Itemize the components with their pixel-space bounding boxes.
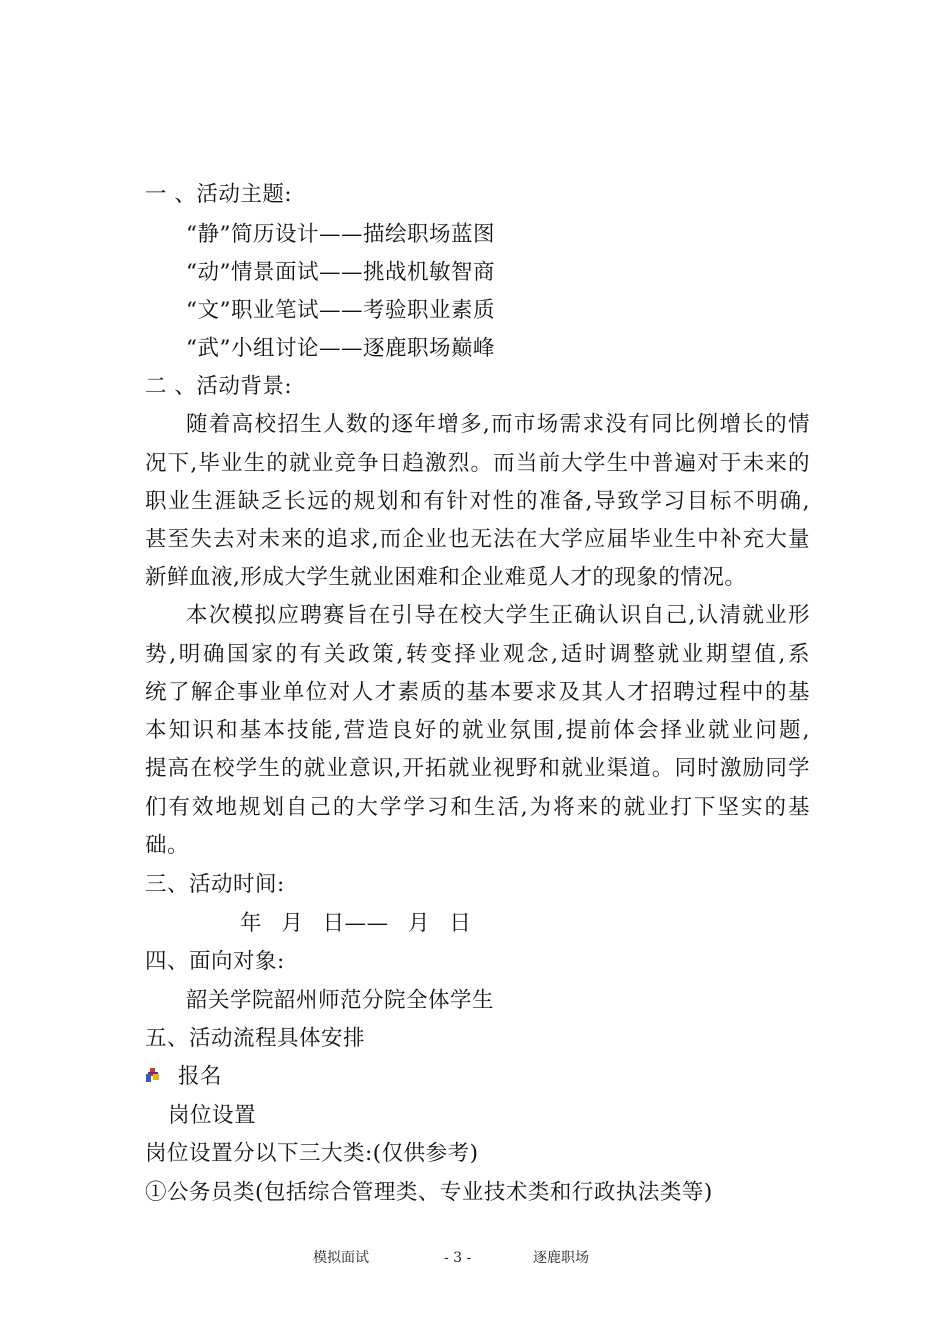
theme-item-wu: “武”小组讨论——逐鹿职场巅峰 — [186, 336, 495, 361]
theme-item-jing: “静”简历设计——描绘职场蓝图 — [186, 222, 495, 247]
background-para2-line6: 们有效地规划自己的大学学习和生活,为将来的就业打下坚实的基 — [145, 795, 810, 820]
background-para2-line1: 本次模拟应聘赛旨在引导在校大学生正确认识自己,认清就业形 — [186, 603, 810, 628]
position-category-civil-servant: ①公务员类(包括综合管理类、专业技术类和行政执法类等) — [145, 1180, 713, 1205]
background-para2-line4: 本知识和基本技能,营造良好的就业氛围,提前体会择业就业问题, — [145, 718, 810, 743]
bullet-icon — [146, 1068, 160, 1082]
footer-right-text: 逐鹿职场 — [533, 1250, 589, 1266]
theme-item-dong: “动”情景面试——挑战机敏智商 — [186, 260, 495, 285]
process-item-positions: 岗位设置 — [168, 1103, 257, 1128]
background-para2-line7: 础。 — [145, 833, 190, 858]
background-para1-line3: 职业生涯缺乏长远的规划和有针对性的准备,导致学习目标不明确, — [145, 489, 810, 514]
theme-item-wen: “文”职业笔试——考验职业素质 — [186, 298, 495, 323]
background-para2-line2: 势,明确国家的有关政策,转变择业观念,适时调整就业期望值,系 — [145, 642, 810, 667]
background-para1-line2: 况下,毕业生的就业竞争日趋激烈。而当前大学生中普遍对于未来的 — [145, 451, 810, 476]
footer-left-text: 模拟面试 — [313, 1250, 369, 1266]
process-item-registration: 报名 — [178, 1064, 223, 1089]
background-para2-line3: 统了解企事业单位对人才素质的基本要求及其人才招聘过程中的基 — [145, 680, 810, 705]
activity-date-placeholder: 年 月 日—— 月 日 — [240, 911, 472, 936]
background-para1-line4: 甚至失去对未来的追求,而企业也无法在大学应届毕业生中补充大量 — [145, 527, 810, 552]
heading-target-audience: 四、面向对象: — [145, 949, 285, 974]
background-para2-line5: 提高在校学生的就业意识,开拓就业视野和就业渠道。同时激励同学 — [145, 756, 810, 781]
heading-activity-process: 五、活动流程具体安排 — [145, 1026, 366, 1051]
heading-activity-theme: 一 、活动主题: — [145, 182, 293, 207]
heading-activity-background: 二 、活动背景: — [145, 374, 293, 399]
background-para1-line5: 新鲜血液,形成大学生就业困难和企业难觅人才的现象的情况。 — [145, 565, 747, 590]
positions-description: 岗位设置分以下三大类:(仅供参考) — [145, 1141, 479, 1166]
footer-page-number: - 3 - — [444, 1250, 472, 1266]
heading-activity-time: 三、活动时间: — [145, 872, 285, 897]
target-audience-text: 韶关学院韶州师范分院全体学生 — [186, 988, 495, 1013]
background-para1-line1: 随着高校招生人数的逐年增多,而市场需求没有同比例增长的情 — [186, 412, 810, 437]
